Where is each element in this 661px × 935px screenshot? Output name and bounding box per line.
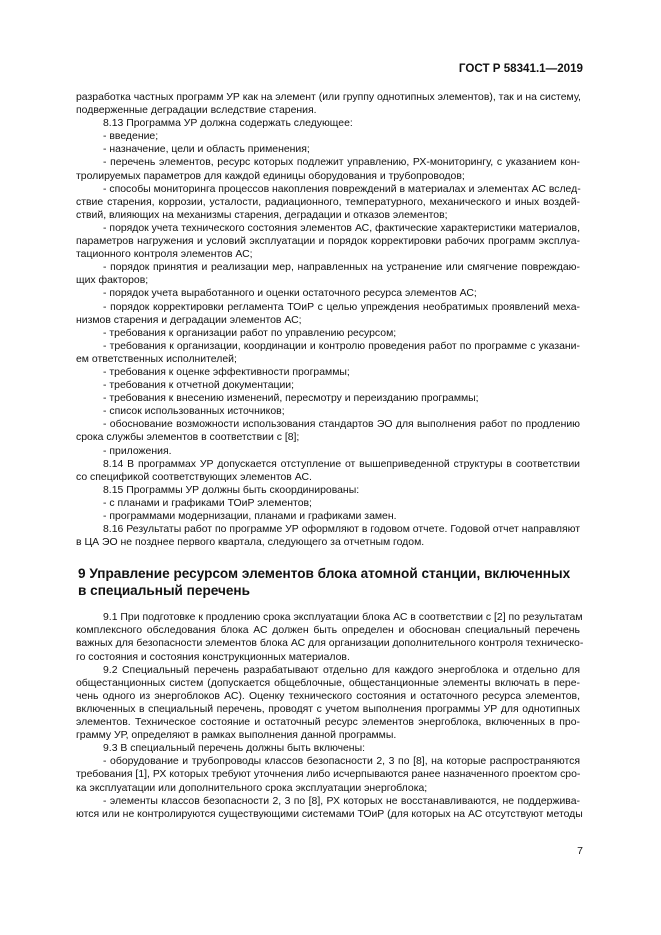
paragraph xyxy=(76,795,583,821)
paragraph xyxy=(76,130,580,143)
text-line: - порядок учета технического состояния элементов АС, фактические характеристики материалов, xyxy=(103,222,580,234)
text-line: 9.2 Специальный перечень разрабатывают отдельно для каждого энергоблока и отдельно для xyxy=(103,664,580,676)
text-line: ствий, влияющих на механизмы старения, деградации и отказов элементов; xyxy=(76,209,448,221)
text-line: важных для безопасности элементов блока АС для организации дополнительного контроля техническо- xyxy=(76,638,584,650)
paragraph xyxy=(76,742,580,755)
paragraph xyxy=(76,497,580,510)
text-line: - порядок учета выработанного и оценки остаточного ресурса элементов АС; xyxy=(103,288,477,300)
text-line: низмов старения и деградации элементов АС; xyxy=(76,314,302,326)
paragraph xyxy=(76,287,580,300)
text-line: чень одного из энергоблоков АС). Оценку технического состояния и остаточного ресурса элементов, xyxy=(76,690,580,702)
text-line: требования [1], РХ которых требуют уточнения либо исчерпываются ранее назначенного проектом сро- xyxy=(76,769,581,781)
paragraph xyxy=(76,484,580,497)
text-line: 9.3 В специальный перечень должны быть включены: xyxy=(103,743,365,755)
paragraph xyxy=(76,156,580,182)
body-text xyxy=(76,91,584,821)
paragraph xyxy=(76,418,580,444)
text-line: - программами модернизации, планами и графиками замен. xyxy=(103,511,397,522)
text-line: тролируемых параметров для каждой единицы оборудования и трубопроводов; xyxy=(76,170,465,182)
text-line: - назначение, цели и область применения; xyxy=(103,144,310,156)
paragraph xyxy=(76,755,580,794)
text-line: общестанционных систем (допускается общеблочные, общестанционные элементы включать в пере- xyxy=(76,677,580,689)
text-line: со спецификой соответствующих элементов АС. xyxy=(76,471,312,483)
paragraph xyxy=(76,664,580,743)
text-line: ка эксплуатации или дополнительного срока эксплуатации энергоблока; xyxy=(76,782,428,794)
text-line: - требования к организации, координации и контролю проведения работ по программе с указани- xyxy=(103,340,580,352)
text-line: в ЦА ЭО не позднее первого квартала, следующего за отчетным годом. xyxy=(76,537,425,549)
text-line: го состояния и состояния конструкционных материалов. xyxy=(76,651,350,663)
text-line: 9.1 При подготовке к продлению срока эксплуатации блока АС в соответствии с [2] по результатам xyxy=(103,612,583,624)
text-line: - требования к организации работ по управлению ресурсом; xyxy=(103,327,397,339)
paragraph xyxy=(76,183,580,222)
paragraph xyxy=(76,91,580,117)
section-heading-line: 9 Управление ресурсом элементов блока атомной станции, включенных xyxy=(78,566,571,582)
text-line: - приложения. xyxy=(103,445,172,457)
paragraph xyxy=(76,340,580,366)
text-line: срока службы элементов в соответствии с [8]; xyxy=(76,432,300,444)
text-line: параметров нагружения и условий эксплуатации и порядок корректировки рабочих программ эксплуа- xyxy=(76,236,580,248)
text-line: - требования к внесению изменений, пересмотру и переизданию программы; xyxy=(103,393,479,405)
text-line: элементов. Техническое состояние и остаточный ресурс элементов энергоблока, включенных в про- xyxy=(76,717,580,729)
section-heading-line: в специальный перечень xyxy=(78,583,250,599)
paragraph xyxy=(76,392,580,405)
paragraph xyxy=(76,445,580,458)
text-line: - требования к оценке эффективности программы; xyxy=(103,366,350,378)
text-line: щих факторов; xyxy=(76,275,149,287)
text-line: включенных в специальный перечень, проводят с учетом выполнения программы УР для однотипных xyxy=(76,703,580,715)
paragraph xyxy=(76,611,584,663)
page-number: 7 xyxy=(577,845,583,857)
text-line: - список использованных источников; xyxy=(103,406,285,418)
paragraph xyxy=(76,458,580,484)
paragraph xyxy=(76,327,580,340)
paragraph xyxy=(76,117,580,130)
text-line: 8.15 Программы УР должны быть скоординированы: xyxy=(103,484,360,496)
text-line: - порядок принятия и реализации мер, направленных на устранение или смягчение повреждаю- xyxy=(103,262,580,274)
text-line: ствие старения, коррозии, усталости, радиационного, температурного, механического и иных воздей- xyxy=(76,196,580,208)
paragraph xyxy=(76,143,580,156)
text-line: подверженные деградации вследствие старения. xyxy=(76,105,317,117)
paragraph xyxy=(76,366,580,379)
text-line: ются или не контролируются существующими системами ТОиР (для которых на АС отсутствуют методы xyxy=(76,808,583,820)
text-line: 8.14 В программах УР допускается отступление от вышеприведенной структуры в соответствии xyxy=(103,458,580,470)
section-heading xyxy=(76,565,580,599)
text-line: 8.13 Программа УР должна содержать следующее: xyxy=(103,118,353,130)
text-line: грамму УР, определяют в рамках выполнения данной программы. xyxy=(76,730,397,742)
paragraph xyxy=(76,523,580,549)
text-line: тационного контроля элементов АС; xyxy=(76,249,253,261)
paragraph xyxy=(76,261,580,287)
text-line: разработка частных программ УР как на элемент (или группу однотипных элементов), так и на систему, xyxy=(76,92,581,103)
paragraph xyxy=(76,405,580,418)
text-line: - способы мониторинга процессов накопления повреждений в материалах и элементах АС вслед- xyxy=(103,183,581,195)
text-line: - элементы классов безопасности 2, 3 по [8], РХ которых не восстанавливаются, не поддержива- xyxy=(103,795,580,807)
paragraph xyxy=(76,510,580,523)
text-line: ем ответственных исполнителей; xyxy=(76,353,237,365)
text-line: - обоснование возможности использования стандартов ЭО для выполнения работ по продлению xyxy=(103,419,580,431)
text-line: - оборудование и трубопроводы классов безопасности 2, 3 по [8], на которые распространяются xyxy=(103,756,580,768)
text-line: - введение; xyxy=(103,131,159,143)
text-line: - требования к отчетной документации; xyxy=(103,380,295,392)
paragraph xyxy=(76,222,580,261)
paragraph xyxy=(76,301,580,327)
paragraph xyxy=(76,379,580,392)
text-line: - перечень элементов, ресурс которых подлежит управлению, РХ-мониторингу, с указанием кон- xyxy=(103,157,580,169)
text-line: - с планами и графиками ТОиР элементов; xyxy=(103,497,312,509)
standard-designation: ГОСТ Р 58341.1—2019 xyxy=(458,62,583,75)
text-line: 8.16 Результаты работ по программе УР оформляют в годовом отчете. Годовой отчет направляют xyxy=(103,524,580,536)
text-line: - порядок корректировки регламента ТОиР с целью упреждения необратимых проявлений меха- xyxy=(103,301,580,313)
text-line: комплексного обследования блока АС должен быть определен и обоснован специальный перечень xyxy=(76,625,580,637)
